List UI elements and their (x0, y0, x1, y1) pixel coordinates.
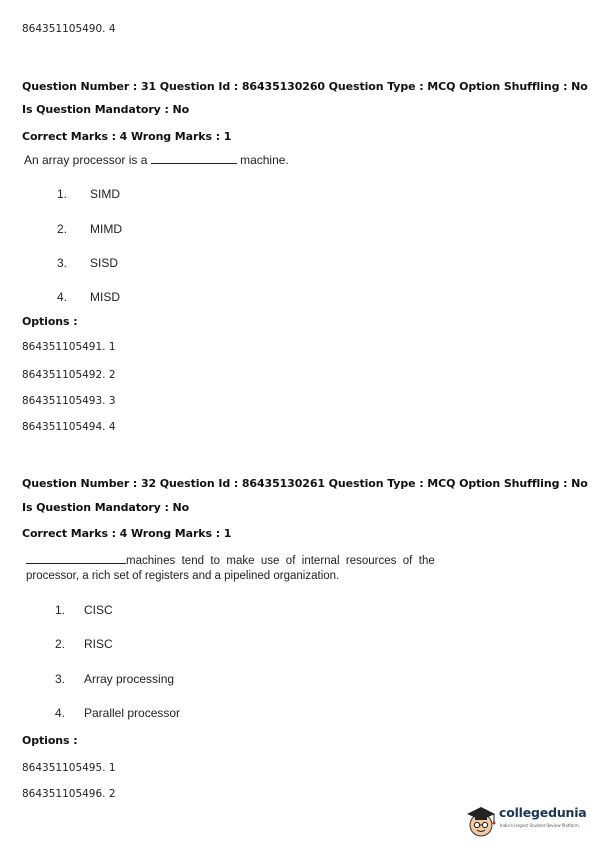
fill-blank (151, 153, 237, 164)
marks-line: Correct Marks : 4 Wrong Marks : 1 (22, 130, 232, 143)
option-id-line: 864351105495. 1 (22, 762, 116, 774)
option-id-line: 864351105491. 1 (22, 341, 116, 353)
option-text: MIMD (90, 222, 122, 236)
question-meta-line: Question Number : 32 Question Id : 86435130261 Question Type : MCQ Option Shuffling : No (22, 477, 588, 490)
option-text: SIMD (90, 187, 120, 201)
option-number: 3. (55, 672, 66, 686)
marks-line: Correct Marks : 4 Wrong Marks : 1 (22, 527, 232, 540)
question-text-line1: machines tend to make use of internal resources of the (126, 555, 435, 567)
option-text: RISC (84, 637, 113, 651)
logo-tagline: India's largest Student Review Platform (500, 823, 579, 828)
option-number: 1. (57, 187, 68, 201)
collegedunia-logo (464, 804, 594, 838)
option-id-line: 864351105493. 3 (22, 395, 116, 407)
option-number: 1. (55, 603, 66, 617)
option-text: MISD (90, 290, 120, 304)
question-meta-line: Question Number : 31 Question Id : 86435130260 Question Type : MCQ Option Shuffling : No (22, 80, 588, 93)
option-text: Array processing (84, 672, 175, 686)
option-number: 2. (55, 637, 66, 651)
option-id-line: 864351105490. 4 (22, 23, 116, 35)
mandatory-line: Is Question Mandatory : No (22, 501, 190, 514)
option-text: CISC (84, 603, 113, 617)
logo-wordmark: collegedunia (499, 805, 587, 820)
option-number: 4. (55, 706, 66, 720)
option-number: 2. (57, 222, 68, 236)
question-text-line2: processor, a rich set of registers and a pipelined organization. (26, 570, 340, 582)
question-text-start: An array processor is a (24, 153, 148, 167)
mandatory-line: Is Question Mandatory : No (22, 103, 190, 116)
options-label: Options : (22, 734, 78, 747)
question-text-end: machine. (240, 153, 289, 167)
option-text: SISD (90, 256, 119, 270)
option-id-line: 864351105496. 2 (22, 788, 116, 800)
question-text (24, 153, 289, 167)
question-text (26, 553, 435, 567)
option-text: Parallel processor (84, 706, 181, 720)
option-number: 3. (57, 256, 68, 270)
options-label: Options : (22, 315, 78, 328)
graduation-cap-mascot-icon (464, 804, 498, 838)
option-id-line: 864351105492. 2 (22, 369, 116, 381)
option-number: 4. (57, 290, 68, 304)
fill-blank (26, 553, 126, 564)
option-id-line: 864351105494. 4 (22, 421, 116, 433)
